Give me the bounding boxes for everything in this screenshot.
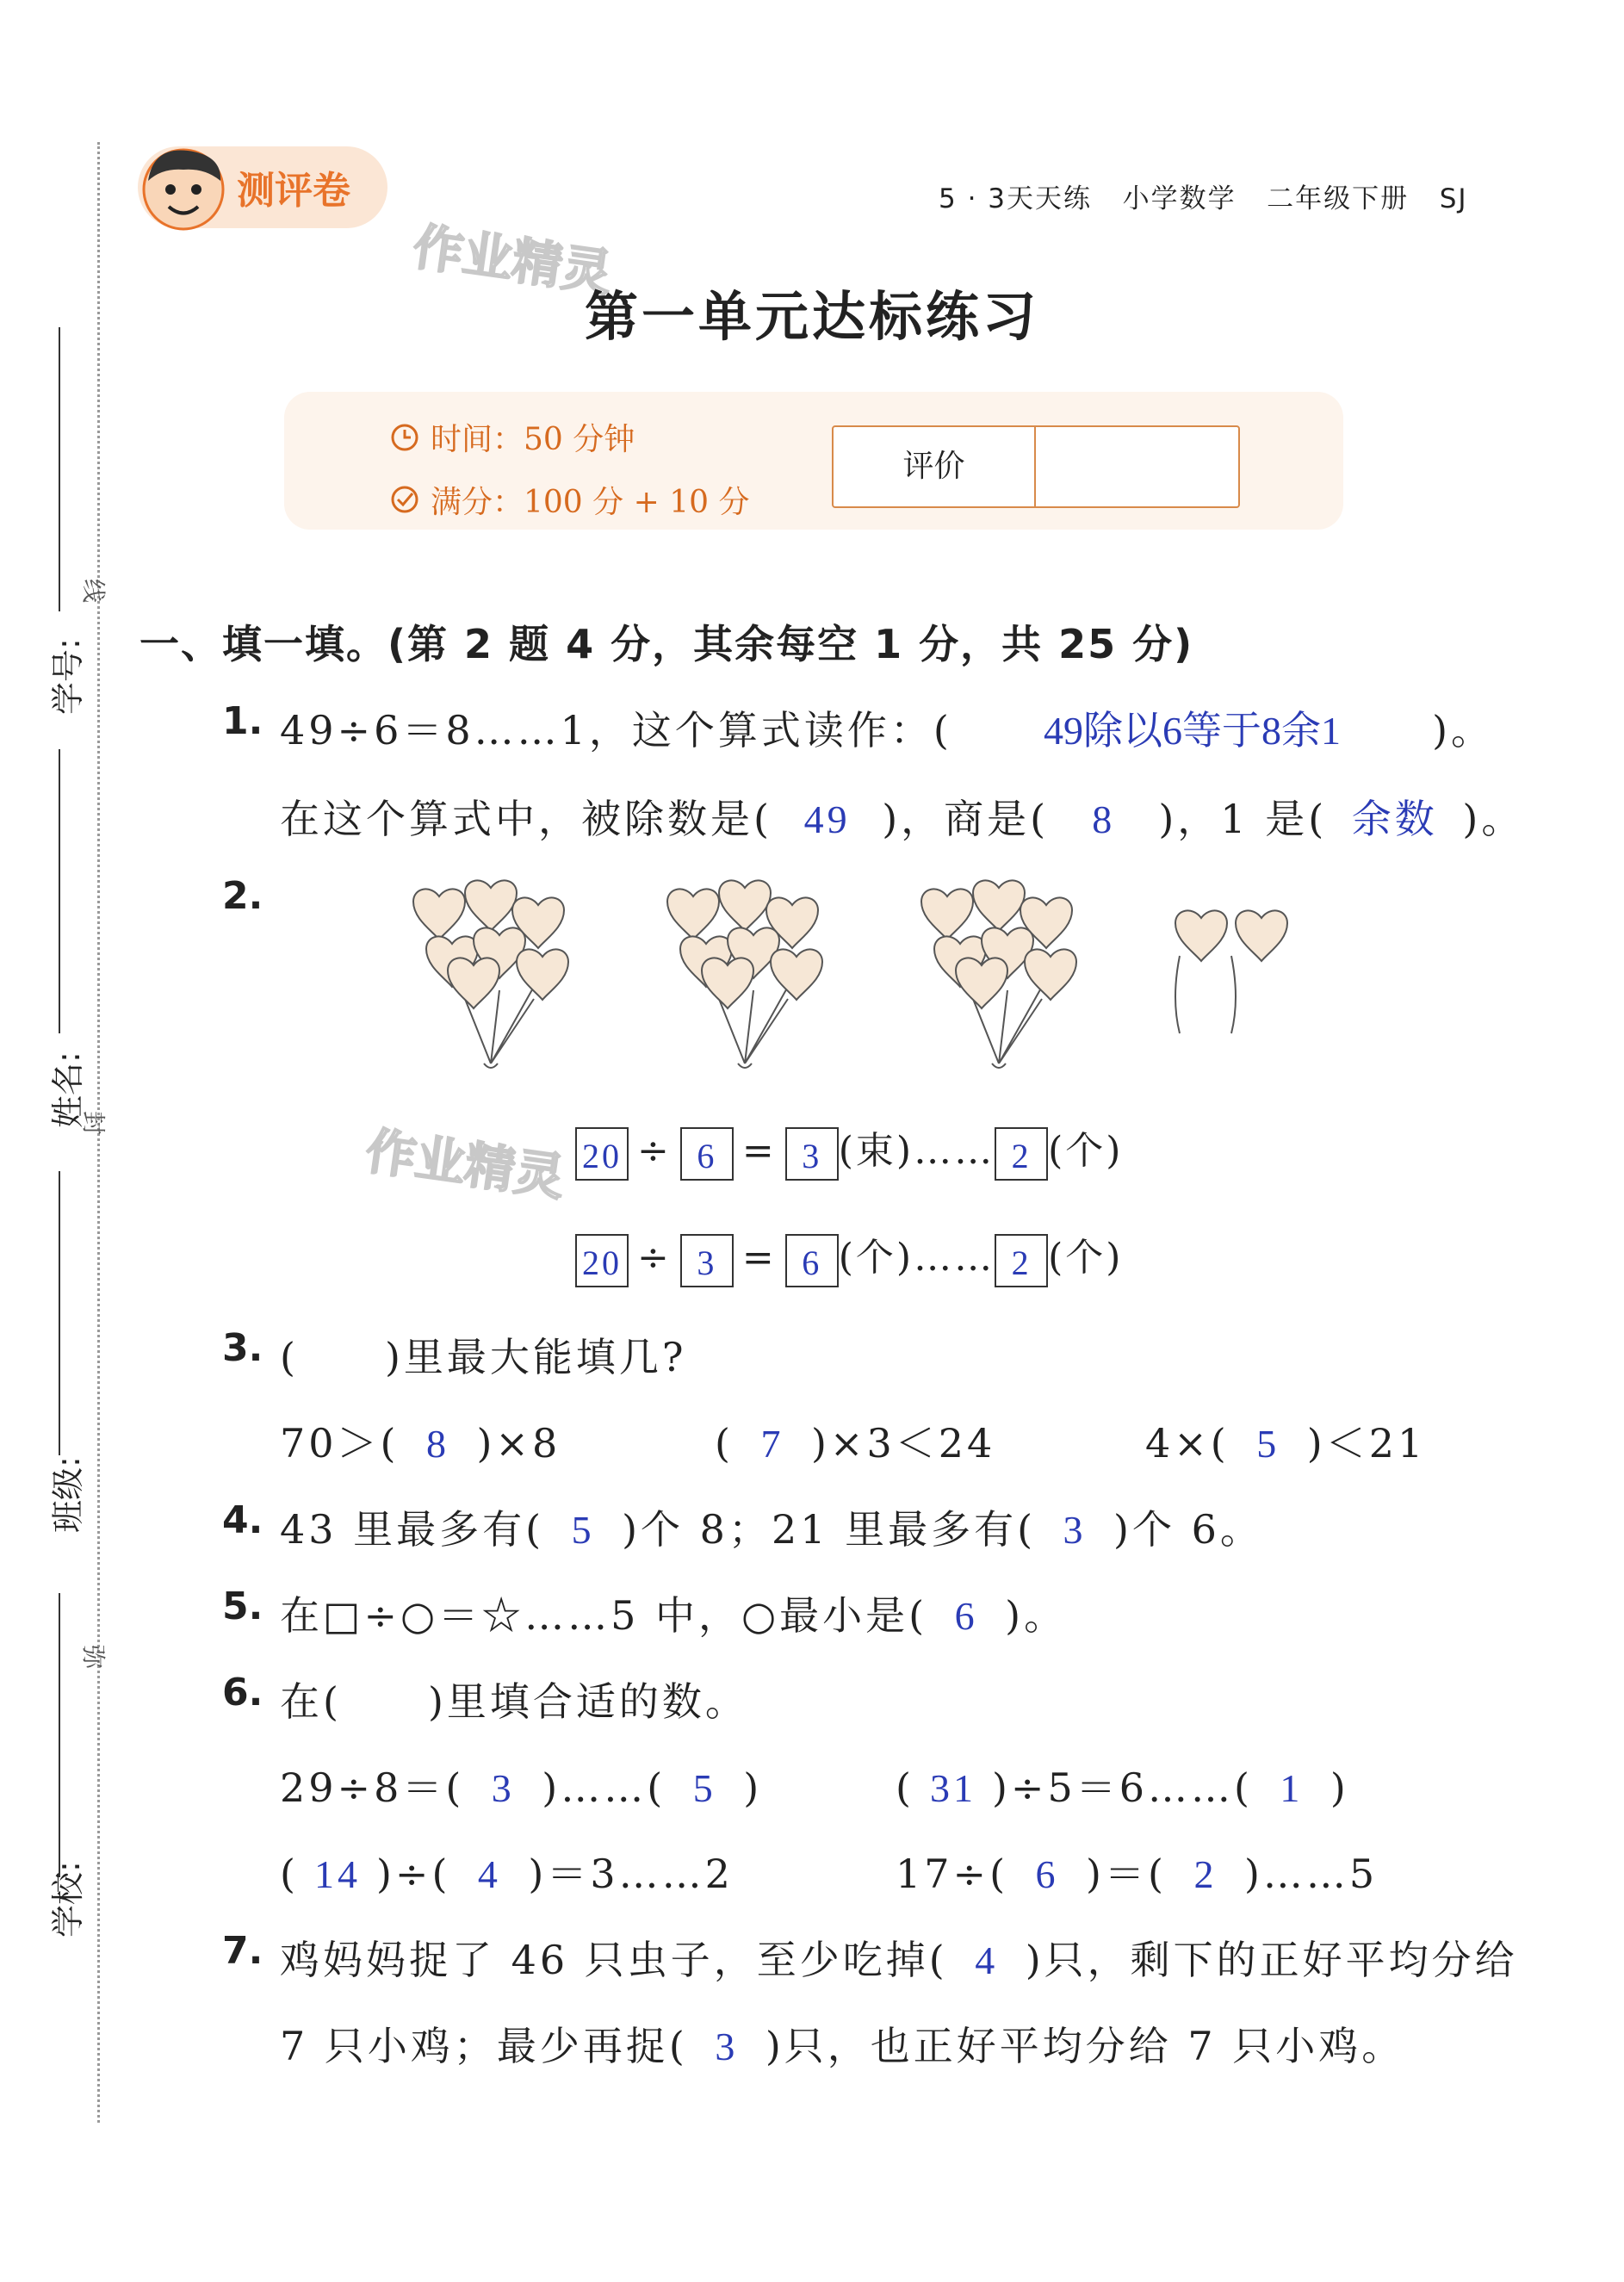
q1-answer-read[interactable]: 49除以6等于8余1: [1043, 709, 1341, 753]
question-number: 7.: [222, 1929, 263, 1973]
clock-icon: [389, 422, 420, 453]
student-number-label: 学号:: [49, 638, 87, 715]
name-label: 姓名:: [49, 1051, 87, 1128]
q4-text: )个 6。: [1113, 1506, 1263, 1553]
q6-answer[interactable]: 2: [1193, 1852, 1218, 1896]
q7-answer-2[interactable]: 3: [715, 2025, 739, 2068]
q1-answer-dividend[interactable]: 49: [803, 797, 851, 841]
q3-item-b: [715, 1412, 995, 1469]
q1-line2: [280, 788, 1524, 845]
q5-text: 在□÷○＝☆……5 中，○最小是(: [280, 1592, 928, 1639]
q3-text: )＜21: [1306, 1420, 1427, 1467]
q2-box-dividend[interactable]: 20: [575, 1127, 629, 1181]
q6-text: )……(: [542, 1764, 666, 1811]
q2-box-remainder[interactable]: 2: [995, 1127, 1048, 1181]
badge-text: 测评卷: [237, 169, 350, 213]
q6-answer[interactable]: 31: [929, 1766, 976, 1810]
q6-item-1: [280, 1757, 762, 1814]
balloon-bunch-1: [413, 880, 568, 1068]
evaluation-label: 评价: [834, 427, 1036, 506]
q6-text: ): [1330, 1764, 1349, 1811]
q3-text: 70＞(: [280, 1420, 400, 1467]
score-info: 满分：100 分 + 10 分: [431, 485, 750, 520]
q6-text: )÷5＝6……(: [991, 1764, 1253, 1811]
q6-item-4: [896, 1843, 1378, 1900]
check-icon: [389, 484, 420, 515]
question-number: 6.: [222, 1671, 263, 1715]
margin-line-2: [59, 749, 60, 1033]
q3-answer-b[interactable]: 7: [760, 1422, 784, 1466]
q6-text: ): [743, 1764, 763, 1811]
q6-text: 29÷8＝(: [280, 1764, 465, 1811]
q3-text: (: [715, 1420, 734, 1467]
evaluation-field[interactable]: [1036, 427, 1238, 506]
school-label: 学校:: [49, 1861, 87, 1938]
q6-text: (: [896, 1764, 914, 1811]
q5-line: [280, 1584, 1067, 1641]
q4-line: [280, 1498, 1263, 1555]
book-info: [939, 177, 1468, 215]
q2-box-quotient[interactable]: 3: [785, 1127, 839, 1181]
q1-answer-quotient[interactable]: 8: [1092, 797, 1116, 841]
seal-feng: 封: [79, 1111, 108, 1136]
page-title: 第一单元达标练习: [584, 285, 1039, 348]
q6-text: (: [280, 1851, 299, 1897]
q2-equation-2: [575, 1226, 1123, 1287]
q7-line1: [280, 1929, 1518, 1986]
q1-line1: [280, 699, 1494, 756]
divide-sign: ÷: [637, 1236, 672, 1280]
series-name: 5 · 3天天练: [939, 183, 1093, 214]
q6-text: )÷(: [375, 1851, 451, 1897]
watermark-middle: 作业精灵: [362, 1121, 568, 1207]
question-number: 1.: [222, 699, 263, 743]
q2-box-quotient[interactable]: 6: [785, 1234, 839, 1287]
q1-text: 在这个算式中，被除数是(: [280, 796, 772, 842]
question-number: 5.: [222, 1584, 263, 1628]
q3-answer-a[interactable]: 8: [425, 1422, 449, 1466]
unit-text: (个): [1048, 1129, 1124, 1173]
q6-item-3: [280, 1843, 734, 1900]
q2-box-divisor[interactable]: 6: [680, 1127, 734, 1181]
q6-item-2: [896, 1757, 1349, 1814]
equals-sign: =: [741, 1236, 777, 1280]
q6-text: 在( )里填合适的数。: [280, 1678, 748, 1725]
margin-line-1: [59, 327, 60, 611]
balloons-illustration: [405, 878, 1326, 1076]
q3-text: 4×(: [1145, 1420, 1230, 1467]
q5-answer[interactable]: 6: [954, 1594, 978, 1638]
q7-answer-1[interactable]: 4: [975, 1938, 999, 1982]
q4-answer-2[interactable]: 3: [1063, 1508, 1087, 1552]
watermark-top: 作业精灵: [409, 217, 616, 303]
unit-text: (个)……: [838, 1236, 995, 1280]
q2-equation-1: [575, 1119, 1123, 1181]
q6-text: )＝(: [1086, 1851, 1167, 1897]
seal-xian: 线: [79, 579, 108, 604]
q3-text: )×8: [476, 1420, 561, 1467]
q7-text: )只，也正好平均分给 7 只小鸡。: [765, 2023, 1405, 2069]
q6-answer[interactable]: 3: [491, 1766, 515, 1810]
q4-text: 43 里最多有(: [280, 1506, 545, 1553]
q5-text: )。: [1005, 1592, 1068, 1639]
q7-text: 鸡妈妈捉了 46 只虫子，至少吃掉(: [280, 1937, 948, 1983]
q6-text: )……5: [1243, 1851, 1379, 1897]
q3-item-c: [1145, 1412, 1426, 1469]
unit-text: (束)……: [838, 1129, 995, 1173]
time-info: 时间：50 分钟: [431, 422, 635, 457]
q3-text: ( )里最大能填几?: [280, 1334, 687, 1380]
evaluation-box: [832, 425, 1240, 508]
unit-text: (个): [1048, 1236, 1124, 1280]
balloon-bunch-2: [667, 880, 822, 1068]
q6-text: 17÷(: [896, 1851, 1009, 1897]
q6-answer[interactable]: 5: [692, 1766, 716, 1810]
q3-item-a: [280, 1412, 561, 1469]
subject: 小学数学: [1122, 183, 1237, 214]
q1-text: )。: [1432, 707, 1495, 753]
equals-sign: =: [741, 1129, 777, 1173]
grade: 二年级下册: [1267, 183, 1410, 214]
balloon-bunch-3: [921, 880, 1076, 1068]
q2-box-divisor[interactable]: 3: [680, 1234, 734, 1287]
q6-answer[interactable]: 14: [313, 1852, 361, 1896]
question-number: 4.: [222, 1498, 263, 1542]
q1-text: )。: [1462, 796, 1525, 842]
divide-sign: ÷: [637, 1129, 672, 1173]
q4-answer-1[interactable]: 5: [571, 1508, 595, 1552]
margin-line-4: [59, 1593, 60, 1877]
q1-answer-remainder[interactable]: 余数: [1351, 797, 1438, 841]
margin-line-3: [59, 1171, 60, 1455]
q4-text: )个 8；21 里最多有(: [622, 1506, 1037, 1553]
q3-text: )×3＜24: [810, 1420, 996, 1467]
q6-answer[interactable]: 1: [1280, 1766, 1304, 1810]
seal-mi: 弥: [79, 1645, 108, 1670]
q7-text: )只，剩下的正好平均分给: [1025, 1937, 1518, 1983]
question-number: 2.: [222, 874, 263, 918]
class-label: 班级:: [49, 1456, 87, 1533]
q6-text: )＝3……2: [528, 1851, 734, 1897]
q2-box-dividend[interactable]: 20: [575, 1234, 629, 1287]
section-heading: 一、填一填。(第 2 题 4 分，其余每空 1 分，共 25 分): [139, 621, 1194, 667]
q1-text: )，商是(: [882, 796, 1050, 842]
question-number: 3.: [222, 1326, 263, 1370]
q3-answer-c[interactable]: 5: [1256, 1422, 1280, 1466]
q7-text: 7 只小鸡；最少再捉(: [280, 2023, 688, 2069]
edition: SJ: [1439, 183, 1468, 214]
q6-answer[interactable]: 6: [1035, 1852, 1059, 1896]
boy-mascot-icon: [136, 142, 231, 233]
q6-answer[interactable]: 4: [477, 1852, 501, 1896]
q7-line2: [280, 2015, 1404, 2072]
q1-text: )，1 是(: [1158, 796, 1328, 842]
q1-text: 49÷6＝8……1，这个算式读作：(: [280, 707, 952, 753]
q2-box-remainder[interactable]: 2: [995, 1234, 1048, 1287]
